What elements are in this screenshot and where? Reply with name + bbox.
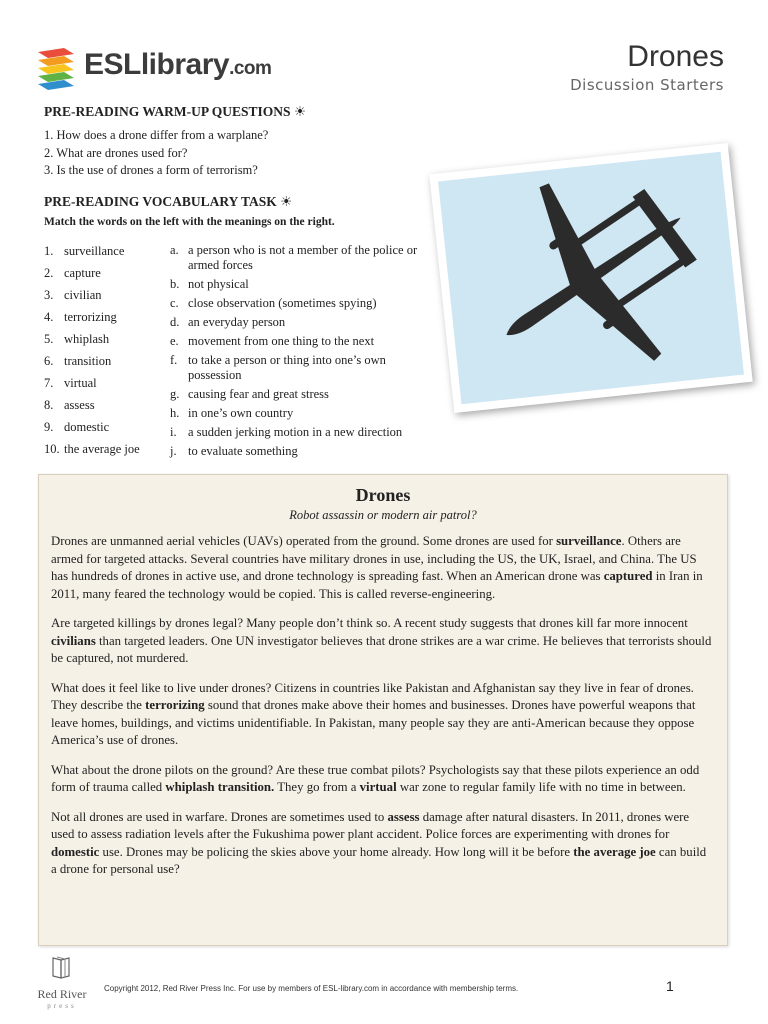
reading-paragraph: Drones are unmanned aerial vehicles (UAVs) operated from the ground. Some drones are used for surveillance. Others are armed for targeted attacks. Several countries have military drones in use, including the US, the UK, Israel, and China. The US has hundreds of drones in active use, and drone technology is spreading fast. When an American drone was captured in Iran in 2011, many feared the technology would be copied. This is called reverse-engineering.	[51, 534, 703, 601]
vocab-definition: f. to take a person or thing into one’s own possession	[170, 353, 386, 382]
brand-name: ESLlibrary.com	[84, 48, 272, 81]
vocab-word: 6. transition	[44, 354, 112, 368]
book-icon	[47, 956, 77, 980]
reading-paragraph: Not all drones are used in warfare. Drones are sometimes used to assess damage after natural disasters. In 2011, drones were used to assess radiation levels after the Fukushima power plant accident. Police forces are experimenting with drones for domestic use. Drones may be policing the skies above your home already. How long will it be before the average joe can build a drone for personal use?	[51, 809, 707, 876]
reading-paragraph: What does it feel like to live under drones? Citizens in countries like Pakistan and Afghanistan say they live in fear of drones. They describe the terrorizing sound that drones make above their homes and businesses. Drones have powerful weapons that leave homes, buildings, and victims unidentifiable. In Pakistan, many people say they are anti-American because they oppose America’s use of drones.	[51, 680, 696, 747]
vocab-definition-list	[170, 243, 430, 463]
vocab-word-list	[44, 243, 164, 463]
warmup-question: 2. What are drones used for?	[44, 145, 188, 160]
vocab-word: 4. terrorizing	[44, 310, 117, 324]
vocab-definition: g. causing fear and great stress	[170, 387, 329, 401]
warmup-question: 3. Is the use of drones a form of terrorism?	[44, 163, 258, 177]
vocab-word: 2. capture	[44, 266, 101, 280]
vocab-word: 5. whiplash	[44, 332, 110, 346]
vocab-definition: d. an everyday person	[170, 315, 286, 329]
vocab-word: 1. surveillance	[44, 244, 125, 258]
book-stack-icon	[34, 44, 80, 90]
vocab-definition: h. in one’s own country	[170, 406, 294, 420]
vocab-definition: i. a sudden jerking motion in a new direction	[170, 425, 403, 439]
vocab-definition: j. to evaluate something	[170, 444, 298, 458]
warmup-heading: PRE-READING WARM-UP QUESTIONS ☀	[44, 104, 307, 119]
reading-passage	[38, 474, 728, 946]
reading-title: Drones	[355, 485, 411, 505]
document-title-block	[570, 40, 724, 94]
page-number: 1	[666, 978, 674, 994]
page-title: Drones	[627, 40, 724, 73]
vocab-definition: a. a person who is not a member of the police or armed forces	[170, 243, 418, 272]
red-river-press-logo	[34, 956, 90, 1016]
warmup-questions	[44, 127, 268, 180]
vocab-definition: c. close observation (sometimes spying)	[170, 296, 377, 310]
esl-library-logo	[34, 44, 274, 92]
vocab-word: 9. domestic	[44, 420, 110, 434]
publisher-name: Red River	[37, 987, 87, 1001]
vocab-word: 8. assess	[44, 398, 95, 412]
publisher-sub: press	[47, 1002, 77, 1010]
warmup-question: 1. How does a drone differ from a warplane?	[44, 128, 269, 142]
reading-subtitle: Robot assassin or modern air patrol?	[289, 508, 477, 522]
reading-paragraph: What about the drone pilots on the ground? Are these true combat pilots? Psychologists say that these pilots experience an odd form of trauma called whiplash transition. They go from a virtual war zone to regular family life with no time in between.	[51, 762, 700, 794]
vocab-word: 10. the average joe	[44, 442, 140, 456]
vocab-heading: PRE-READING VOCABULARY TASK ☀	[44, 194, 293, 209]
vocab-definition: e. movement from one thing to the next	[170, 334, 375, 348]
drone-photo	[429, 143, 752, 413]
vocab-definition: b. not physical	[170, 277, 249, 291]
reading-paragraph: Are targeted killings by drones legal? Many people don’t think so. A recent study suggests that drones kill far more innocent civilians than targeted leaders. One UN investigator believes that drone strikes are a war crime. He believes that terrorists should be captured, not murdered.	[51, 616, 712, 665]
copyright-notice: Copyright 2012, Red River Press Inc. For use by members of ESL-library.com in accordance with membership terms.	[104, 984, 519, 993]
drone-photo-sky	[438, 152, 744, 404]
vocab-instruction: Match the words on the left with the meanings on the right.	[44, 216, 335, 228]
vocab-word: 7. virtual	[44, 376, 97, 390]
drone-icon	[438, 152, 744, 404]
page-subtitle: Discussion Starters	[570, 76, 724, 94]
vocab-word: 3. civilian	[44, 288, 102, 302]
